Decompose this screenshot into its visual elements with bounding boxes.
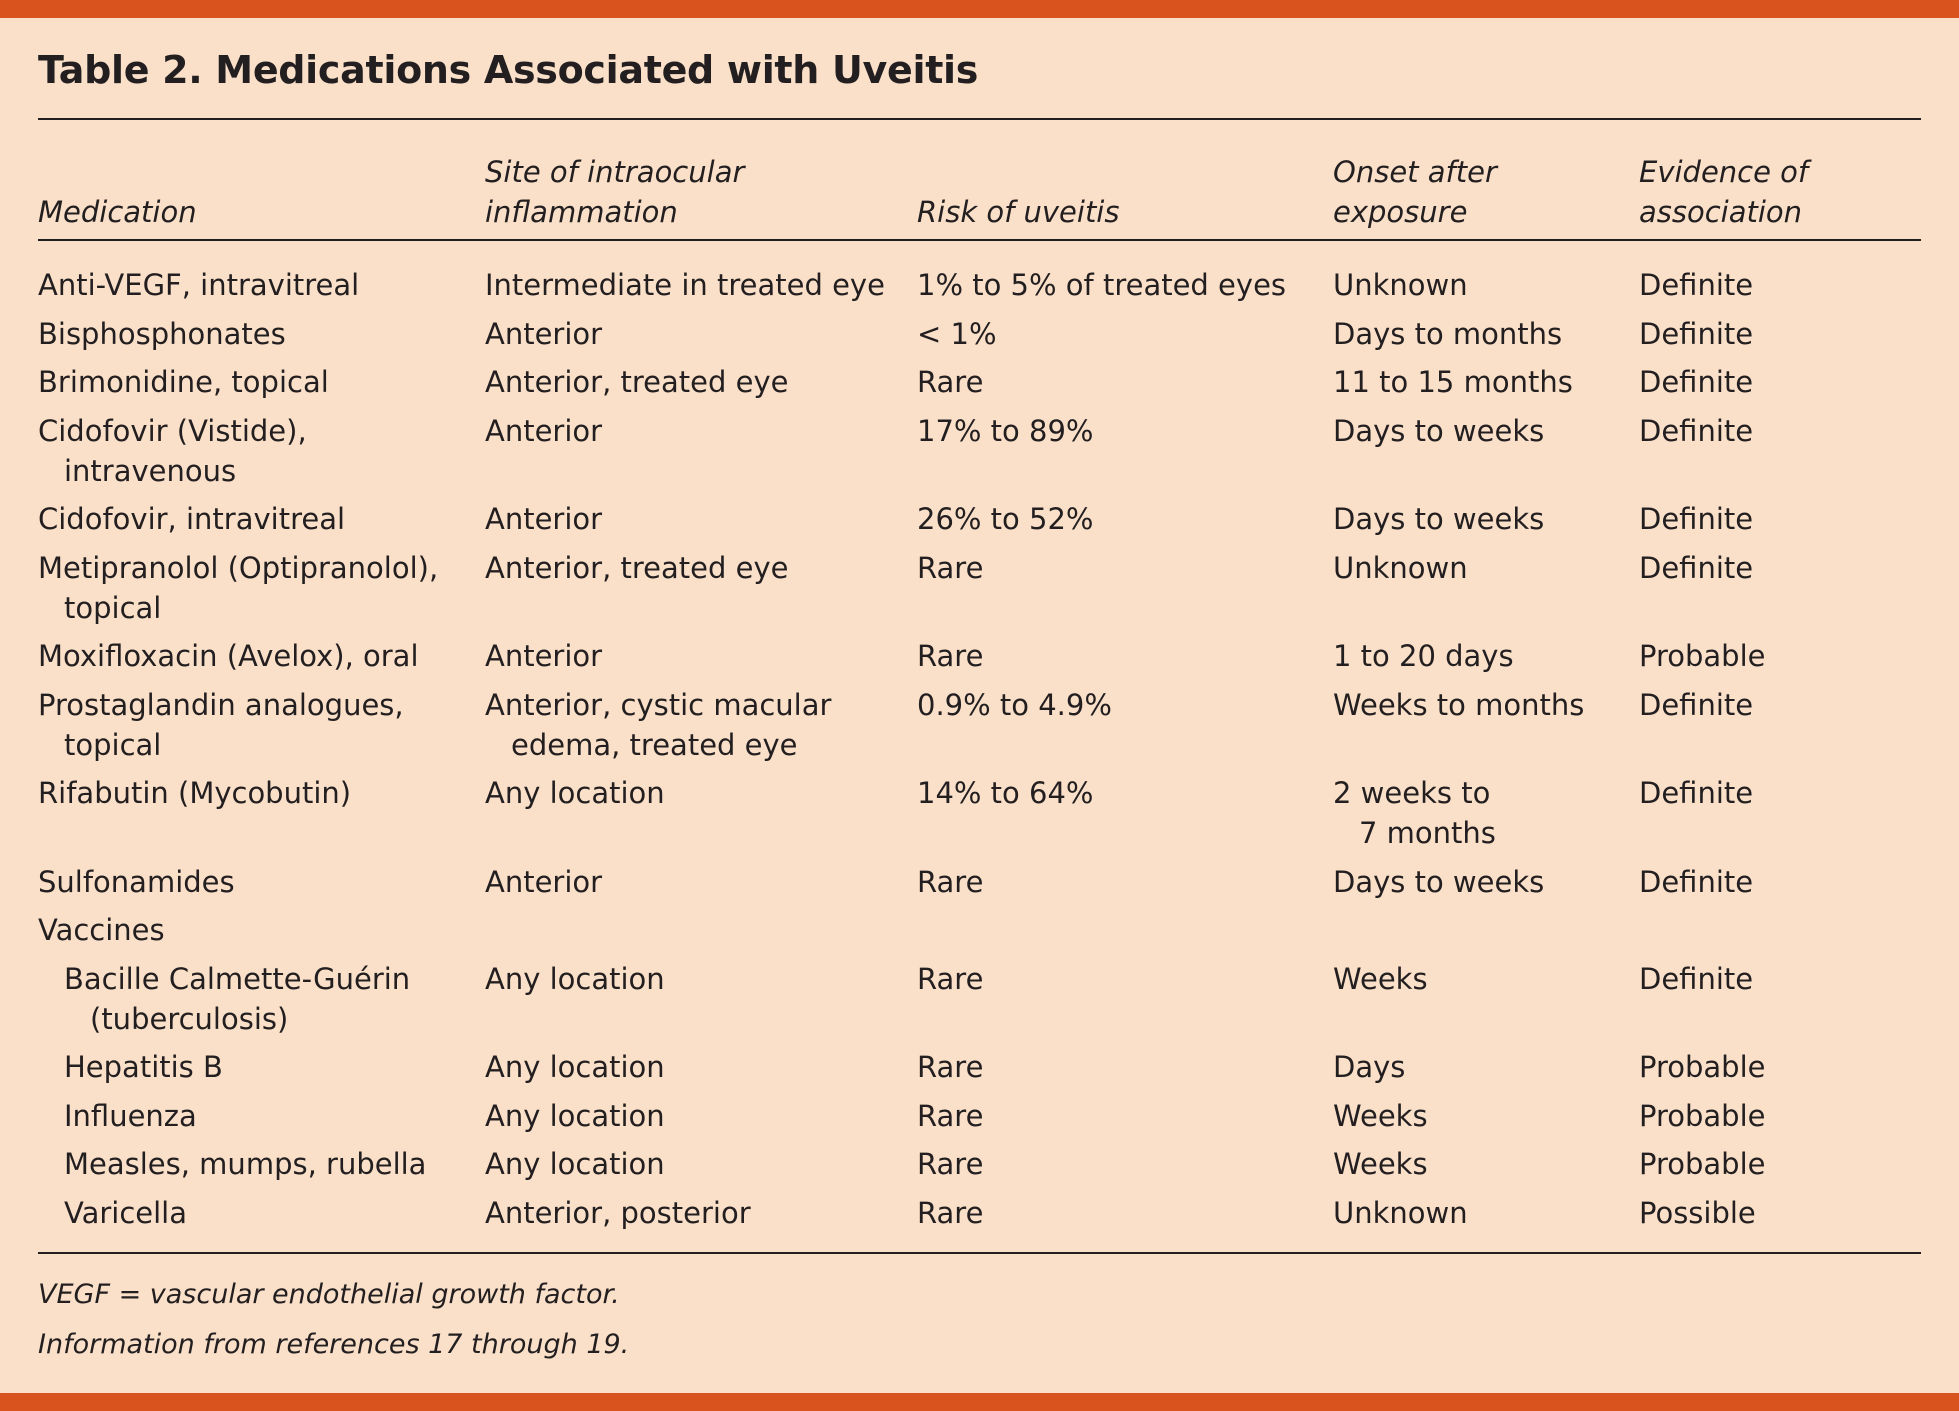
table-row — [0, 1096, 1959, 1145]
cell-medication-line: Influenza — [64, 1098, 197, 1133]
cell-medication — [64, 1096, 197, 1136]
header-risk-line: Risk of uveitis — [917, 195, 1120, 229]
cell-risk-line: 0.9% to 4.9% — [917, 687, 1112, 722]
cell-evidence-line: Probable — [1639, 1098, 1766, 1133]
cell-medication-line: Moxifloxacin (Avelox), oral — [38, 639, 419, 673]
cell-medication-line: Anti-VEGF, intravitreal — [38, 268, 360, 302]
header-evidence-line2: association — [1639, 195, 1803, 229]
cell-risk — [917, 548, 983, 588]
cell-onset — [1333, 1047, 1405, 1087]
cell-evidence — [1639, 1144, 1766, 1184]
cell-risk-line: 17% to 89% — [917, 413, 1094, 448]
cell-onset — [1333, 1193, 1468, 1233]
cell-evidence-line: Definite — [1639, 365, 1754, 399]
table-row — [0, 314, 1959, 363]
cell-onset-line: Days to weeks — [1333, 502, 1545, 536]
cell-site-line: Anterior — [485, 316, 603, 351]
cell-onset — [1333, 499, 1544, 539]
cell-site — [485, 265, 885, 305]
cell-medication-line: topical — [64, 590, 162, 625]
cell-risk — [917, 1193, 983, 1233]
cell-medication-line: Cidofovir (Vistide), — [38, 413, 307, 448]
cell-medication-line: Vaccines — [38, 913, 165, 947]
cell-risk — [917, 1047, 983, 1087]
cell-risk-line: Rare — [917, 1098, 984, 1133]
cell-onset — [1333, 773, 1496, 853]
table-row — [0, 959, 1959, 1048]
cell-risk — [917, 265, 1286, 305]
cell-evidence-line: Definite — [1639, 413, 1754, 448]
cell-medication — [64, 1193, 187, 1233]
cell-evidence — [1639, 265, 1753, 305]
table-row — [0, 773, 1959, 862]
cell-medication — [38, 636, 419, 676]
header-rule — [38, 239, 1921, 241]
cell-evidence — [1639, 636, 1766, 676]
header-site-line2: inflammation — [485, 195, 678, 229]
cell-risk — [917, 411, 1093, 451]
cell-evidence — [1639, 1193, 1756, 1233]
cell-site — [485, 362, 788, 402]
cell-evidence-line: Definite — [1639, 961, 1754, 996]
cell-site-line: Anterior, posterior — [485, 1195, 751, 1230]
cell-evidence — [1639, 1096, 1766, 1136]
cell-evidence-line: Probable — [1639, 1050, 1766, 1084]
cell-site — [485, 548, 788, 588]
cell-medication — [38, 265, 359, 305]
cell-medication-line: Bacille Calmette-Guérin — [64, 961, 411, 996]
cell-risk-line: 1% to 5% of treated eyes — [917, 268, 1287, 302]
footnote-abbreviation: VEGF = vascular endothelial growth factor. — [38, 1279, 620, 1310]
cell-site — [485, 314, 602, 354]
cell-risk-line: Rare — [917, 1050, 984, 1084]
cell-medication — [38, 411, 307, 491]
cell-site-line: Anterior, treated eye — [485, 365, 789, 399]
cell-medication-line: Prostaglandin analogues, — [38, 687, 404, 722]
cell-onset — [1333, 959, 1428, 999]
cell-medication — [38, 362, 329, 402]
cell-risk-line: Rare — [917, 1147, 984, 1181]
cell-risk — [917, 1096, 983, 1136]
cell-site-line: Anterior, cystic macular — [485, 687, 832, 722]
cell-onset-line: Days to weeks — [1333, 413, 1545, 448]
cell-medication — [38, 862, 235, 902]
cell-evidence-line: Probable — [1639, 639, 1766, 673]
cell-onset — [1333, 362, 1573, 402]
cell-site — [485, 1144, 665, 1184]
cell-site-line: Anterior, treated eye — [485, 550, 789, 585]
cell-onset-line: Unknown — [1333, 1195, 1468, 1230]
cell-onset-line: Weeks — [1333, 1098, 1428, 1133]
cell-medication — [38, 314, 286, 354]
cell-medication-line: Bisphosphonates — [38, 316, 286, 351]
top-accent-bar — [0, 0, 1959, 18]
cell-evidence-line: Possible — [1639, 1195, 1756, 1230]
table-row — [0, 548, 1959, 637]
cell-evidence-line: Definite — [1639, 316, 1754, 351]
cell-evidence — [1639, 314, 1753, 354]
cell-risk-line: Rare — [917, 365, 984, 399]
header-evidence — [1639, 152, 1808, 232]
cell-site-line: Anterior — [485, 413, 603, 448]
cell-medication-line: Varicella — [64, 1195, 188, 1230]
cell-onset — [1333, 636, 1514, 676]
cell-evidence — [1639, 411, 1753, 451]
cell-onset — [1333, 1096, 1428, 1136]
cell-evidence-line: Definite — [1639, 502, 1754, 536]
header-onset-line2: exposure — [1333, 195, 1468, 229]
cell-evidence-line: Definite — [1639, 550, 1754, 585]
cell-risk — [917, 862, 983, 902]
cell-evidence — [1639, 773, 1753, 813]
cell-medication — [64, 1144, 426, 1184]
cell-site — [485, 1047, 665, 1087]
table-row — [0, 362, 1959, 411]
header-site-line1: Site of intraocular — [485, 155, 745, 189]
cell-risk-line: Rare — [917, 550, 984, 585]
cell-site-line: Any location — [485, 1098, 665, 1133]
cell-medication — [64, 1047, 223, 1087]
header-site — [485, 152, 744, 232]
table-row — [0, 499, 1959, 548]
cell-site — [485, 773, 665, 813]
cell-evidence-line: Probable — [1639, 1147, 1766, 1181]
title-rule — [38, 118, 1921, 120]
cell-onset-line: 11 to 15 months — [1333, 365, 1573, 399]
cell-risk — [917, 959, 983, 999]
cell-site — [485, 685, 831, 765]
bottom-rule — [38, 1252, 1921, 1254]
cell-site-line: edema, treated eye — [511, 727, 798, 762]
cell-onset — [1333, 1144, 1428, 1184]
cell-onset-line: Unknown — [1333, 550, 1468, 585]
cell-risk — [917, 499, 1093, 539]
cell-medication — [38, 910, 165, 950]
cell-site — [485, 862, 602, 902]
table-row — [0, 411, 1959, 500]
cell-site — [485, 1193, 751, 1233]
cell-site — [485, 499, 602, 539]
cell-risk-line: < 1% — [917, 316, 997, 351]
cell-medication — [38, 548, 438, 628]
cell-evidence-line: Definite — [1639, 687, 1754, 722]
cell-onset — [1333, 685, 1584, 725]
cell-site — [485, 636, 602, 676]
cell-medication-line: (tuberculosis) — [90, 1001, 289, 1036]
cell-evidence — [1639, 362, 1753, 402]
cell-onset-line: Unknown — [1333, 268, 1468, 302]
cell-medication — [38, 499, 345, 539]
table-row — [0, 636, 1959, 685]
cell-onset — [1333, 548, 1468, 588]
cell-site-line: Any location — [485, 961, 665, 996]
cell-medication-line: Measles, mumps, rubella — [64, 1147, 427, 1181]
cell-medication-line: Sulfonamides — [38, 864, 235, 899]
cell-site — [485, 959, 665, 999]
cell-medication-line: intravenous — [64, 453, 237, 488]
table-row — [0, 910, 1959, 959]
cell-risk-line: 14% to 64% — [917, 776, 1094, 810]
cell-risk-line: Rare — [917, 639, 984, 673]
cell-onset-line: Weeks — [1333, 1147, 1428, 1181]
cell-evidence — [1639, 499, 1753, 539]
footnote-references: Information from references 17 through 19. — [38, 1329, 630, 1360]
cell-medication-line: Rifabutin (Mycobutin) — [38, 776, 352, 810]
cell-evidence-line: Definite — [1639, 864, 1754, 899]
header-risk — [917, 192, 1119, 232]
cell-medication-line: Metipranolol (Optipranolol), — [38, 550, 439, 585]
cell-medication — [64, 959, 410, 1039]
header-evidence-line1: Evidence of — [1639, 155, 1809, 189]
cell-onset-line: 2 weeks to — [1333, 776, 1491, 810]
cell-medication-line: topical — [64, 727, 162, 762]
cell-risk-line: Rare — [917, 864, 984, 899]
cell-onset — [1333, 411, 1544, 451]
header-medication — [38, 192, 197, 232]
cell-risk — [917, 362, 983, 402]
cell-onset-line: Weeks — [1333, 961, 1428, 996]
table-row — [0, 862, 1959, 911]
cell-site-line: Any location — [485, 1147, 665, 1181]
cell-medication-line: Hepatitis B — [64, 1050, 223, 1084]
table-row — [0, 265, 1959, 314]
bottom-accent-bar — [0, 1393, 1959, 1411]
cell-onset-line: Weeks to months — [1333, 687, 1585, 722]
cell-site-line: Any location — [485, 1050, 665, 1084]
cell-medication-line: Cidofovir, intravitreal — [38, 502, 346, 536]
cell-risk — [917, 773, 1093, 813]
cell-onset-line: 7 months — [1359, 816, 1496, 850]
cell-evidence — [1639, 862, 1753, 902]
cell-risk — [917, 636, 983, 676]
cell-onset-line: Days — [1333, 1050, 1406, 1084]
cell-risk-line: 26% to 52% — [917, 502, 1094, 536]
cell-site-line: Anterior — [485, 864, 603, 899]
cell-medication — [38, 685, 404, 765]
table-row — [0, 685, 1959, 774]
cell-onset-line: Days to weeks — [1333, 864, 1545, 899]
cell-evidence-line: Definite — [1639, 776, 1754, 810]
cell-onset — [1333, 265, 1468, 305]
cell-site-line: Anterior — [485, 502, 603, 536]
cell-risk — [917, 314, 997, 354]
table-row — [0, 1047, 1959, 1096]
header-medication-line: Medication — [38, 195, 197, 229]
cell-evidence — [1639, 959, 1753, 999]
cell-evidence-line: Definite — [1639, 268, 1754, 302]
cell-onset-line: 1 to 20 days — [1333, 639, 1514, 673]
cell-risk — [917, 1144, 983, 1184]
cell-risk-line: Rare — [917, 961, 984, 996]
cell-evidence — [1639, 548, 1753, 588]
cell-site-line: Any location — [485, 776, 665, 810]
table-row — [0, 1193, 1959, 1242]
cell-site-line: Intermediate in treated eye — [485, 268, 885, 302]
header-onset — [1333, 152, 1497, 232]
header-onset-line1: Onset after — [1333, 155, 1497, 189]
table-body — [0, 265, 1959, 1241]
cell-medication-line: Brimonidine, topical — [38, 365, 329, 399]
cell-site — [485, 411, 602, 451]
cell-onset — [1333, 862, 1544, 902]
cell-risk-line: Rare — [917, 1195, 984, 1230]
cell-evidence — [1639, 685, 1753, 725]
cell-site-line: Anterior — [485, 639, 603, 673]
cell-onset-line: Days to months — [1333, 316, 1563, 351]
cell-onset — [1333, 314, 1562, 354]
cell-medication — [38, 773, 351, 813]
cell-risk — [917, 685, 1112, 725]
table-row — [0, 1144, 1959, 1193]
cell-evidence — [1639, 1047, 1766, 1087]
table-title: Table 2. Medications Associated with Uveitis — [38, 48, 979, 92]
cell-site — [485, 1096, 665, 1136]
